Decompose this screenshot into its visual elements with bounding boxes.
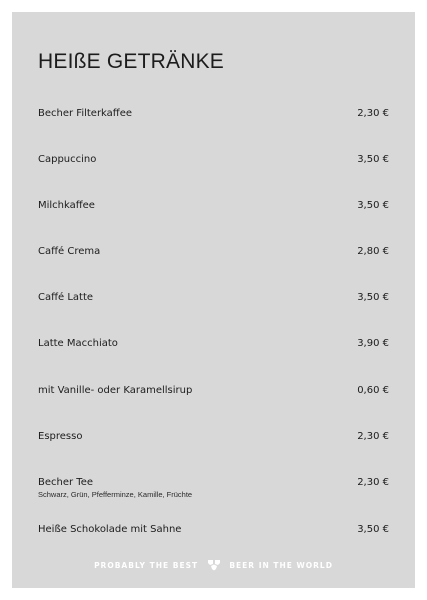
menu-item-price: 2,80 € bbox=[357, 246, 389, 257]
menu-item-name: Milchkaffee bbox=[38, 200, 95, 211]
menu-item-name: Caffé Crema bbox=[38, 246, 101, 257]
menu-item-name: Caffé Latte bbox=[38, 292, 94, 303]
menu-item-price: 3,50 € bbox=[357, 292, 389, 303]
footer-slogan-right: BEER IN THE WORLD bbox=[229, 561, 333, 570]
menu-item-name: Becher Tee bbox=[38, 477, 94, 488]
menu-item-description: Schwarz, Grün, Pfefferminze, Kamille, Früchte bbox=[38, 490, 193, 499]
menu-item-name: Becher Filterkaffee bbox=[38, 108, 132, 119]
menu-title: HEIßE GETRÄNKE bbox=[38, 50, 224, 73]
footer-slogan bbox=[12, 559, 415, 573]
menu-item-name: Espresso bbox=[38, 431, 83, 442]
menu-item-price: 3,50 € bbox=[357, 154, 389, 165]
menu-page bbox=[12, 12, 415, 588]
menu-item-price: 3,50 € bbox=[357, 200, 389, 211]
menu-item-price: 3,50 € bbox=[357, 524, 389, 535]
menu-item-price: 2,30 € bbox=[357, 431, 389, 442]
menu-item-name: mit Vanille- oder Karamellsirup bbox=[38, 385, 193, 396]
footer-slogan-left: PROBABLY THE BEST bbox=[94, 561, 199, 570]
hop-leaf-icon bbox=[207, 559, 221, 573]
menu-item-price: 2,30 € bbox=[357, 108, 389, 119]
menu-item-name: Latte Macchiato bbox=[38, 338, 118, 349]
menu-item-price: 0,60 € bbox=[357, 385, 389, 396]
menu-item-name: Heiße Schokolade mit Sahne bbox=[38, 524, 182, 535]
menu-item-price: 3,90 € bbox=[357, 338, 389, 349]
menu-item-name: Cappuccino bbox=[38, 154, 97, 165]
menu-item-price: 2,30 € bbox=[357, 477, 389, 488]
